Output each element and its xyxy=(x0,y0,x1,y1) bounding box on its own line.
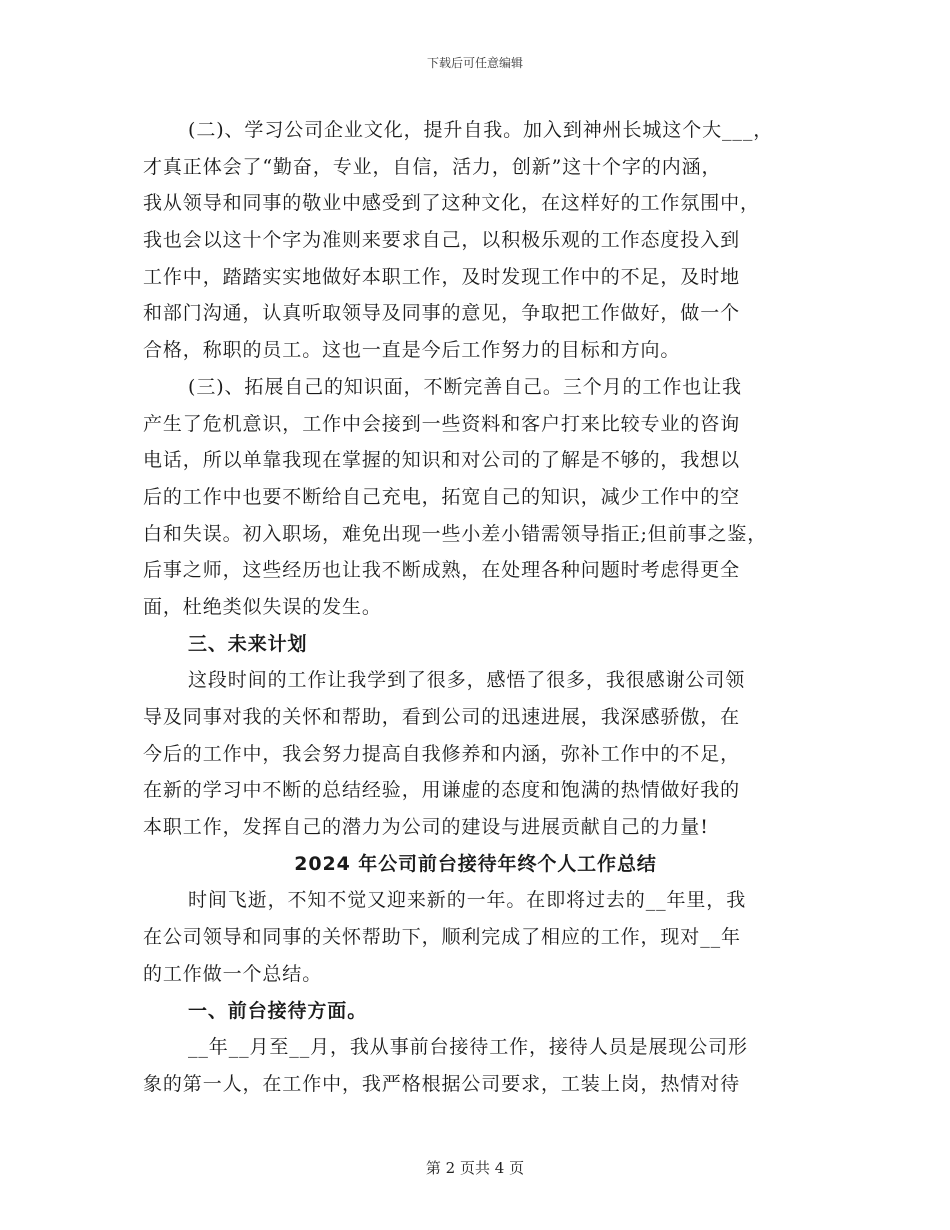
paragraph-line: 的工作做一个总结。 xyxy=(143,962,323,985)
paragraph-line: 象的第一人，在工作中，我严格根据公司要求，工装上岗，热情对待 xyxy=(143,1072,741,1095)
section-heading: 一、前台接待方面。 xyxy=(188,999,368,1022)
paragraph-line: 电话，所以单靠我现在掌握的知识和对公司的了解是不够的，我想以 xyxy=(143,449,741,472)
section-heading: 三、未来计划 xyxy=(188,632,308,655)
paragraph-line: 时间飞逝，不知不觉又迎来新的一年。在即将过去的__年里，我 xyxy=(188,889,747,912)
paragraph-line: __年__月至__月，我从事前台接待工作，接待人员是展现公司形 xyxy=(188,1036,748,1059)
paragraph-line: 在新的学习中不断的总结经验，用谦虚的态度和饱满的热情做好我的 xyxy=(143,779,741,802)
paragraph-line: 后的工作中也要不断给自己充电，拓宽自己的知识，减少工作中的空 xyxy=(143,485,741,508)
paragraph-line: 白和失误。初入职场，难免出现一些小差小错需领导指正;但前事之鉴， xyxy=(143,522,768,545)
document-title: 2024 年公司前台接待年终个人工作总结 xyxy=(294,852,657,875)
paragraph-line: 在公司领导和同事的关怀帮助下，顺利完成了相应的工作，现对__年 xyxy=(143,926,741,949)
page-header: 下载后可任意编辑 xyxy=(426,56,523,70)
paragraph-line: (三)、拓展自己的知识面，不断完善自己。三个月的工作也让我 xyxy=(188,375,742,398)
paragraph-line: 面，杜绝类似失误的发生。 xyxy=(143,595,382,618)
document-body xyxy=(143,112,808,1103)
paragraph-line: 这段时间的工作让我学到了很多，感悟了很多，我很感谢公司领 xyxy=(188,669,746,692)
paragraph-line: 后事之师，这些经历也让我不断成熟，在处理各种问题时考虑得更全 xyxy=(143,559,741,582)
paragraph-line: 合格，称职的员工。这也一直是今后工作努力的目标和方向。 xyxy=(143,339,681,362)
paragraph-line: 才真正体会了“勤奋，专业，自信，活力，创新”这十个字的内涵， xyxy=(143,155,722,178)
paragraph-line: 今后的工作中，我会努力提高自我修养和内涵，弥补工作中的不足， xyxy=(143,742,741,765)
paragraph-line: 导及同事对我的关怀和帮助，看到公司的迅速进展，我深感骄傲，在 xyxy=(143,706,741,728)
paragraph-line: 和部门沟通，认真听取领导及同事的意见，争取把工作做好，做一个 xyxy=(143,302,741,325)
paragraph-line: 我也会以这十个字为准则来要求自己，以积极乐观的工作态度投入到 xyxy=(143,229,741,252)
paragraph-line: 工作中，踏踏实实地做好本职工作，及时发现工作中的不足，及时地 xyxy=(143,265,741,288)
paragraph-line: 我从领导和同事的敬业中感受到了这种文化，在这样好的工作氛围中， xyxy=(143,192,760,215)
paragraph-line: 本职工作，发挥自己的潜力为公司的建设与进展贡献自己的力量! xyxy=(143,816,709,839)
paragraph-line: 产生了危机意识，工作中会接到一些资料和客户打来比较专业的咨询 xyxy=(143,412,741,435)
page-footer: 第 2 页共 4 页 xyxy=(425,1159,525,1177)
paragraph-line: (二)、学习公司企业文化，提升自我。加入到神州长城这个大___， xyxy=(188,119,774,141)
